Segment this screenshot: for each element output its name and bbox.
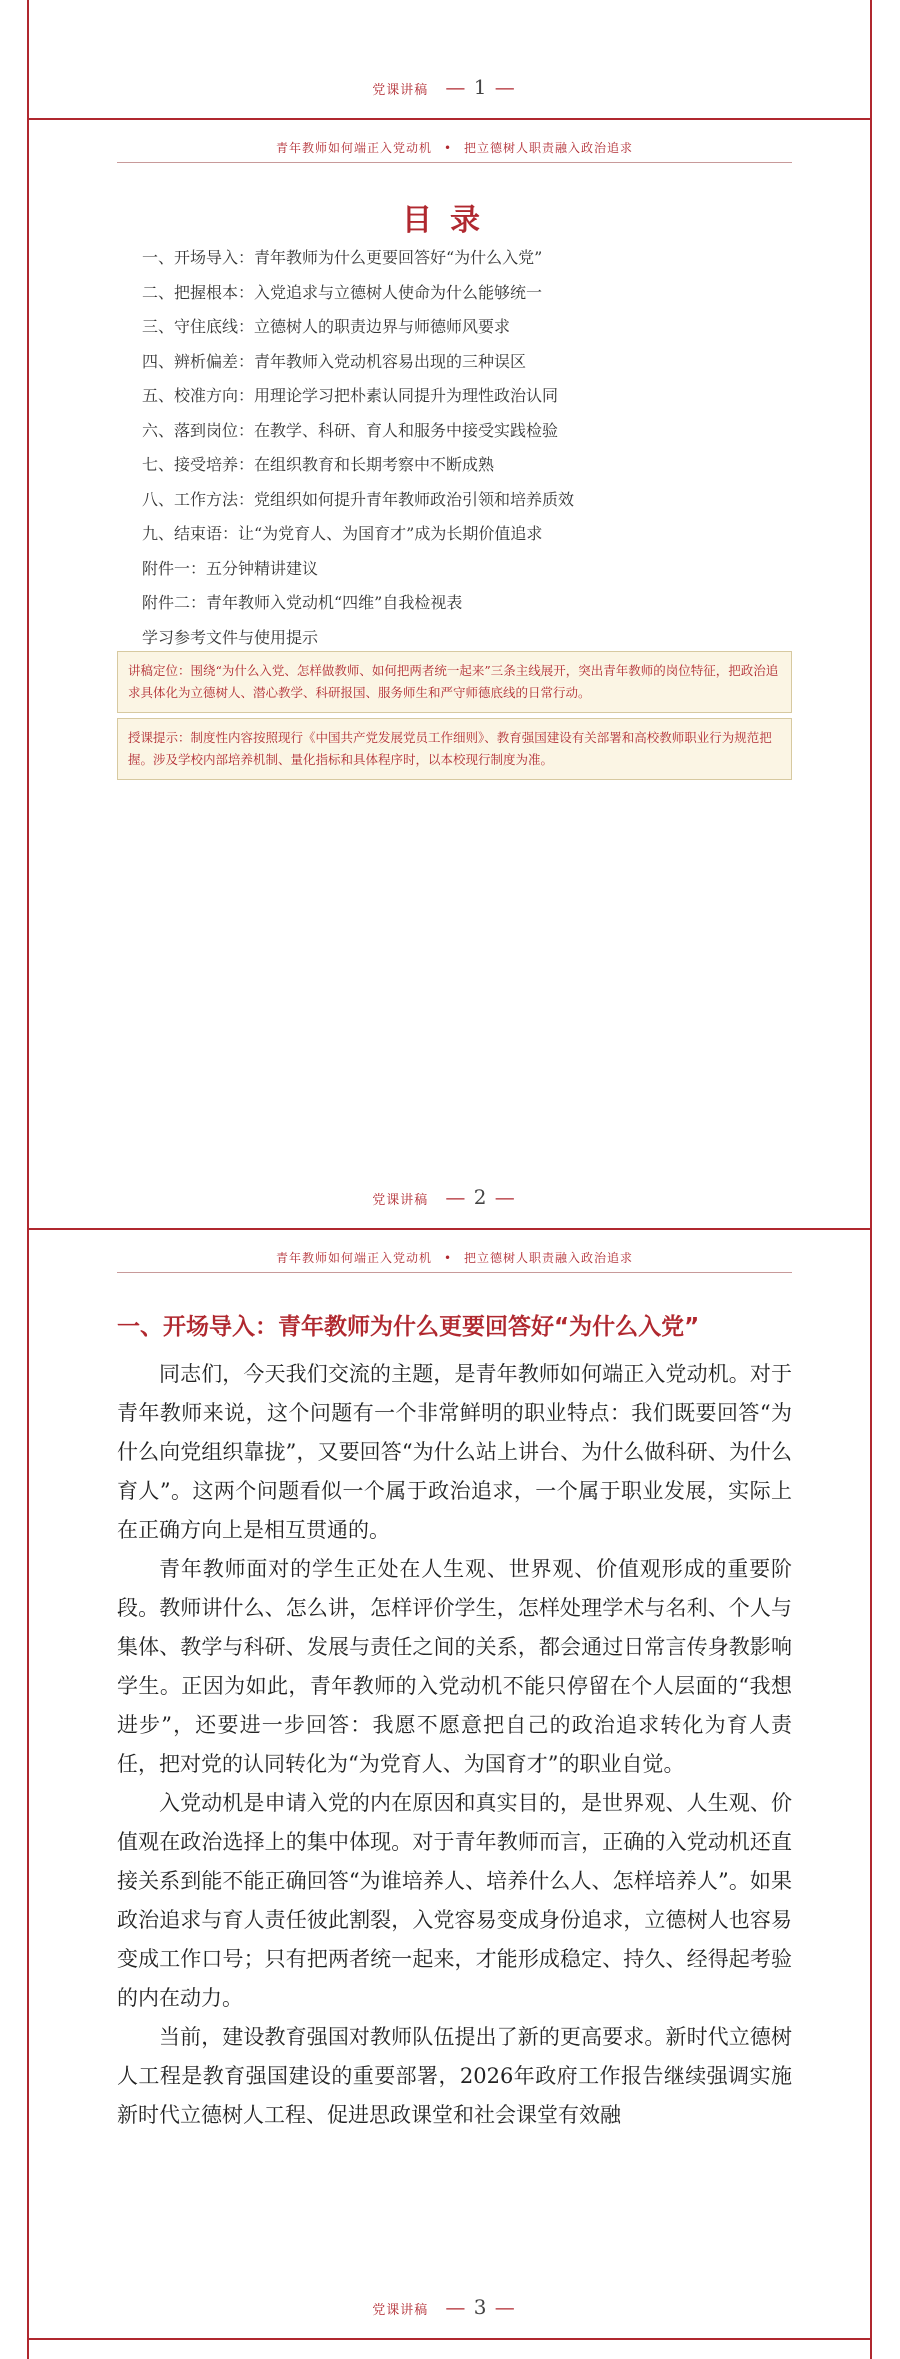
table-of-contents [142, 241, 792, 655]
toc-title: 目录 [402, 203, 498, 238]
footer-label: 党课讲稿 [372, 2303, 429, 2318]
footer-label: 党课讲稿 [372, 1193, 429, 1208]
header-separator: • [443, 1251, 453, 1265]
toc-item[interactable]: 附件一：五分钟精讲建议 [142, 558, 319, 578]
page-number: 3 [473, 2295, 488, 2319]
toc-item[interactable]: 三、守住底线：立德树人的职责边界与师德师风要求 [142, 317, 511, 336]
page-number: 2 [473, 1185, 488, 1209]
footer-label: 党课讲稿 [372, 83, 429, 98]
section-body [117, 1355, 792, 2135]
toc-item[interactable]: 学习参考文件与使用提示 [142, 627, 319, 647]
note-positioning: 讲稿定位：围绕“为什么入党、怎样做教师、如何把两者统一起来”三条主线展开，突出青年教师的岗位特征，把政治追求具体化为立德树人、潜心教学、科研报国、服务师生和严守师德底线的日常行动。 [117, 651, 792, 713]
header-left: 青年教师如何端正入党动机 [275, 141, 432, 155]
page-separator [27, 1228, 872, 1230]
toc-item[interactable]: 四、辨析偏差：青年教师入党动机容易出现的三种误区 [142, 351, 527, 371]
paragraph: 同志们，今天我们交流的主题，是青年教师如何端正入党动机。对于青年教师来说，这个问题有一个非常鲜明的职业特点：我们既要回答“为什么向党组织靠拢”，又要回答“为什么站上讲台、为什么做科研、为什么育人”。这两个问题看似一个属于政治追求，一个属于职业发展，实际上在正确方向上是相互贯通的。 [117, 1362, 792, 1542]
toc-item[interactable]: 一、开场导入：青年教师为什么更要回答好“为什么入党” [142, 248, 543, 267]
paragraph: 当前，建设教育强国对教师队伍提出了新的更高要求。新时代立德树人工程是教育强国建设的重要部署，2026年政府工作报告继续强调实施新时代立德树人工程、促进思政课堂和社会课堂有效融 [117, 2025, 792, 2127]
toc-item[interactable]: 附件二：青年教师入党动机“四维”自我检视表 [142, 593, 463, 612]
toc-item[interactable]: 七、接受培养：在组织教育和长期考察中不断成熟 [142, 455, 495, 474]
page-footer-3: 党课讲稿 — 3 — [372, 2295, 516, 2319]
toc-item[interactable]: 五、校准方向：用理论学习把朴素认同提升为理性政治认同 [142, 386, 559, 405]
header-right: 把立德树人职责融入政治追求 [464, 141, 634, 155]
header-left: 青年教师如何端正入党动机 [275, 1251, 432, 1265]
header-separator: • [443, 141, 453, 155]
running-header-3 [117, 1249, 792, 1273]
note-teaching-tip: 授课提示：制度性内容按照现行《中国共产党发展党员工作细则》、教育强国建设有关部署和高校教师职业行为规范把握。涉及学校内部培养机制、量化指标和具体程序时，以本校现行制度为准。 [117, 718, 792, 780]
running-header-2 [117, 139, 792, 163]
header-right: 把立德树人职责融入政治追求 [464, 1251, 634, 1265]
page-separator [27, 118, 872, 120]
paragraph: 青年教师面对的学生正处在人生观、世界观、价值观形成的重要阶段。教师讲什么、怎么讲，怎样评价学生，怎样处理学术与名利、个人与集体、教学与科研、发展与责任之间的关系，都会通过日常言传身教影响学生。正因为如此，青年教师的入党动机不能只停留在个人层面的“我想进步”，还要进一步回答：我愿不愿意把自己的政治追求转化为育人责任，把对党的认同转化为“为党育人、为国育才”的职业自觉。 [117, 1557, 792, 1776]
page-number: 1 [473, 75, 488, 99]
toc-item[interactable]: 八、工作方法：党组织如何提升青年教师政治引领和培养质效 [142, 489, 575, 509]
page-footer-2: 党课讲稿 — 2 — [372, 1185, 516, 1209]
toc-item[interactable]: 六、落到岗位：在教学、科研、育人和服务中接受实践检验 [142, 420, 559, 440]
page-separator [27, 2338, 872, 2340]
paragraph: 入党动机是申请入党的内在原因和真实目的，是世界观、人生观、价值观在政治选择上的集中体现。对于青年教师而言，正确的入党动机还直接关系到能不能正确回答“为谁培养人、培养什么人、怎样培养人”。如果政治追求与育人责任彼此割裂，入党容易变成身份追求，立德树人也容易变成工作口号；只有把两者统一起来，才能形成稳定、持久、经得起考验的内在动力。 [117, 1791, 792, 2010]
section-heading: 一、开场导入：青年教师为什么更要回答好“为什么入党” [117, 1314, 700, 1340]
toc-item[interactable]: 二、把握根本：入党追求与立德树人使命为什么能够统一 [142, 282, 543, 302]
toc-item[interactable]: 九、结束语：让“为党育人、为国育才”成为长期价值追求 [142, 524, 543, 543]
page-footer-1: 党课讲稿 — 1 — [372, 75, 516, 99]
